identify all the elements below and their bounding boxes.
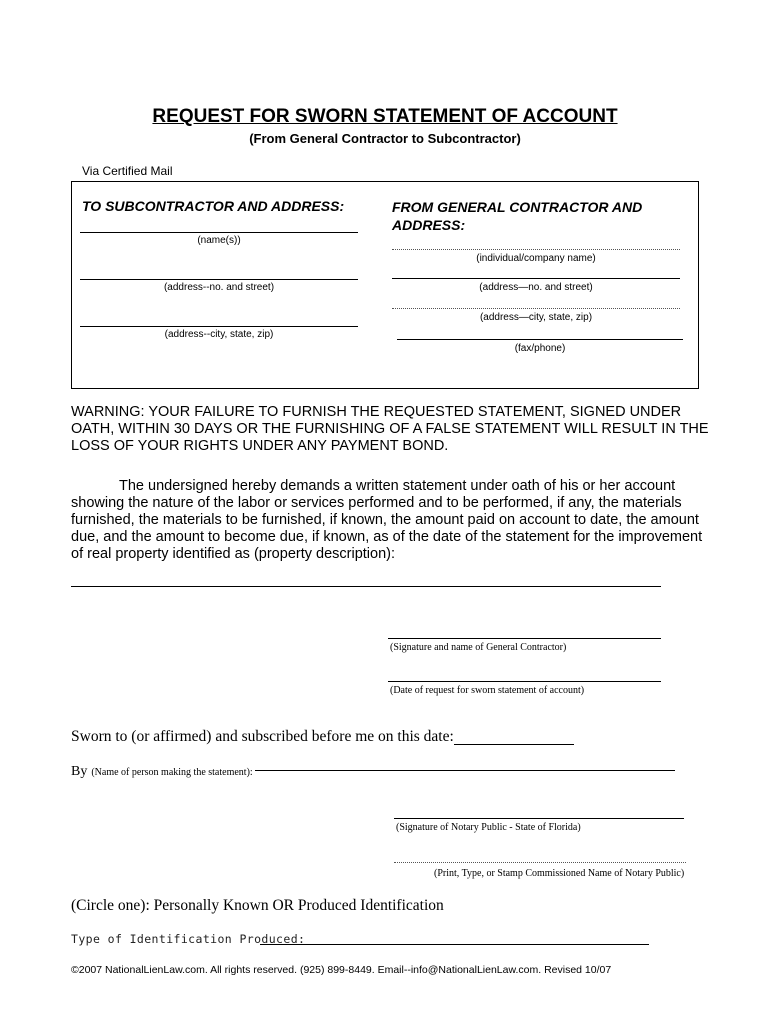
- from-company-caption: (individual/company name): [476, 253, 596, 264]
- to-city-caption: (address--city, state, zip): [164, 329, 274, 340]
- to-name-line[interactable]: [80, 232, 358, 233]
- from-street-caption: (address—no. and street): [479, 282, 593, 293]
- from-phone-line[interactable]: [397, 339, 683, 340]
- from-street-line[interactable]: [392, 278, 680, 279]
- document-subtitle: (From General Contractor to Subcontractor): [249, 131, 521, 146]
- demand-text: The undersigned hereby demands a written statement under oath of his or her account showing the nature of the labor or services performed and to be performed, if any, the materials furnished, the materials to be furnished, if known, the amount paid on account to date, the amount due, and the amount to become due, if known, as of the date of the statement for the improvement of real property identified as (property description):: [71, 478, 703, 562]
- demand-paragraph: [71, 478, 711, 563]
- id-type-label: Type of Identification Produced:: [71, 932, 306, 946]
- notary-name-line[interactable]: [394, 862, 686, 863]
- id-type-line[interactable]: [260, 944, 649, 945]
- by-label: By: [71, 764, 88, 779]
- notary-name-caption: (Print, Type, or Stamp Commissioned Name of Notary Public): [434, 868, 685, 879]
- from-contractor-heading: FROM GENERAL CONTRACTOR AND ADDRESS:: [392, 199, 643, 233]
- sworn-statement-text: Sworn to (or affirmed) and subscribed before me on this date:: [71, 728, 454, 745]
- warning-text: WARNING: YOUR FAILURE TO FURNISH THE REQUESTED STATEMENT, SIGNED UNDER OATH, WITHIN 30 DAYS OR THE FURNISHING OF A FALSE STATEMENT WILL RESULT IN THE LOSS OF YOUR RIGHTS UNDER ANY PAYMENT BOND.: [71, 404, 709, 454]
- to-city-line[interactable]: [80, 326, 358, 327]
- to-name-caption: (name(s)): [197, 235, 241, 246]
- to-subcontractor-heading: TO SUBCONTRACTOR AND ADDRESS:: [82, 198, 345, 214]
- copyright-footer: ©2007 NationalLienLaw.com. All rights reserved. (925) 899-8449. Email--info@NationalLienLaw.com. Revised 10/07: [71, 964, 612, 976]
- gc-signature-caption: (Signature and name of General Contractor): [390, 642, 567, 653]
- notary-signature-caption: (Signature of Notary Public - State of Florida): [396, 822, 581, 833]
- request-date-caption: (Date of request for sworn statement of account): [390, 685, 585, 696]
- person-name-line[interactable]: [255, 770, 675, 771]
- to-street-line[interactable]: [80, 279, 358, 280]
- by-note: (Name of person making the statement):: [91, 767, 253, 778]
- request-date-line[interactable]: [388, 681, 661, 682]
- property-description-line[interactable]: [71, 586, 661, 587]
- document-title: REQUEST FOR SWORN STATEMENT OF ACCOUNT: [152, 106, 618, 127]
- sworn-date-line[interactable]: [454, 744, 574, 745]
- notary-signature-line[interactable]: [394, 818, 684, 819]
- from-company-line[interactable]: [392, 249, 680, 250]
- from-city-caption: (address—city, state, zip): [479, 312, 593, 323]
- identification-choice: (Circle one): Personally Known OR Produced Identification: [71, 897, 444, 914]
- to-street-caption: (address--no. and street): [163, 282, 275, 293]
- from-phone-caption: (fax/phone): [514, 343, 566, 354]
- delivery-method: Via Certified Mail: [82, 164, 173, 178]
- from-city-line[interactable]: [392, 308, 680, 309]
- by-line-label: [71, 762, 253, 780]
- gc-signature-line[interactable]: [388, 638, 661, 639]
